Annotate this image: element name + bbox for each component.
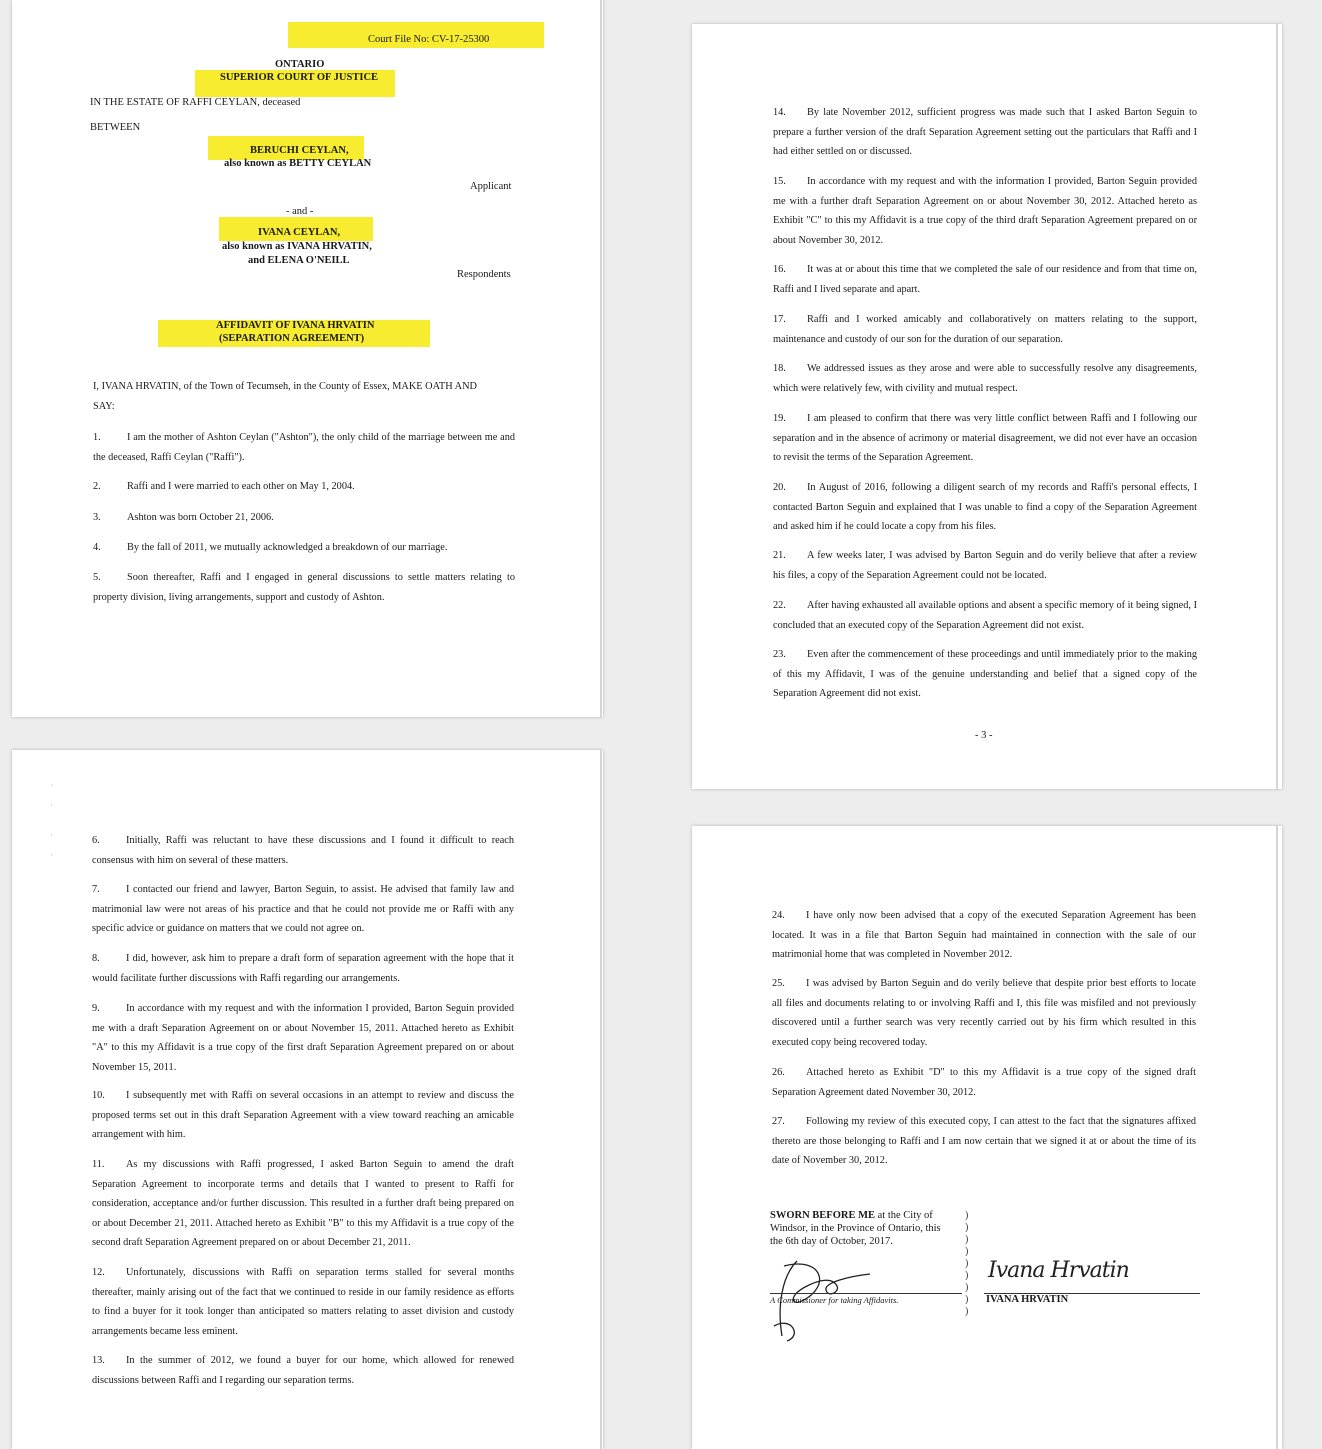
- paragraph-1: 1. I am the mother of Ashton Ceylan ("Ashton"), the only child of the marriage between me and the deceased, Raffi Ceylan ("Raffi").: [93, 432, 515, 463]
- between-label: BETWEEN: [90, 122, 141, 133]
- respondent-name: IVANA CEYLAN,: [258, 227, 341, 238]
- paragraph-17: 17. Raffi and I worked amicably and collaboratively on matters relating to the support, maintenance and custody of our son for the duration of our separation.: [773, 314, 1197, 345]
- respondent-aka: also known as IVANA HRVATIN,: [222, 241, 372, 252]
- paragraph-27: 27. Following my review of this executed copy, I can attest to the fact that the signatures affixed thereto are those belonging to Raffi and I am now certain that we signed it at or about the time of its date of November 30, 2012.: [772, 1116, 1196, 1166]
- sworn-block: SWORN BEFORE ME at the City of Windsor, in the Province of Ontario, this the 6th day of October, 2017.: [770, 1210, 941, 1247]
- bracket-column: ) ) ) ) ) ) ) ) ): [965, 1210, 969, 1317]
- oath-line-2: SAY:: [93, 400, 115, 412]
- commissioner-label: A Commissioner for taking Affidavits.: [770, 1295, 899, 1305]
- paragraph-19: 19. I am pleased to confirm that there was very little conflict between Raffi and I following our separation and in the absence of acrimony or material disagreement, we did not ever have an occasion to revisit the terms of the Separation Agreement.: [773, 413, 1197, 463]
- paragraph-7: 7. I contacted our friend and lawyer, Barton Seguin, to assist. He advised that family law and matrimonial law were not areas of his practice and that he could not provide me or Raffi with any specific advice or guidance on matters that we could not agree on.: [92, 884, 514, 934]
- court-name: SUPERIOR COURT OF JUSTICE: [220, 72, 379, 83]
- estate-line: IN THE ESTATE OF RAFFI CEYLAN, deceased: [90, 97, 301, 108]
- signer-name: IVANA HRVATIN: [986, 1294, 1069, 1305]
- oath-statement: [93, 377, 515, 416]
- paragraph-12: 12. Unfortunately, discussions with Raffi on separation terms stalled for several months thereafter, mainly arising out of the fact that we continued to reside in our family residence as efforts to find a buyer for it took longer than anticipated so matters relating to asset division and custody arrangements became less eminent.: [92, 1267, 514, 1337]
- paragraph-8: 8. I did, however, ask him to prepare a draft form of separation agreement with the hope that it would facilitate further discussions with Raffi regarding our arrangements.: [92, 953, 514, 984]
- paragraph-2: 2. Raffi and I were married to each other on May 1, 2004.: [93, 481, 355, 492]
- affidavit-title: AFFIDAVIT OF IVANA HRVATIN: [216, 320, 375, 331]
- paragraph-15: 15. In accordance with my request and with the information I provided, Barton Seguin provided me with a further draft Separation Agreement on or about November 30, 2012. Attached hereto as Exhibit "C" to this my Affidavit is a true copy of the third draft Separation Agreement prepared on or about November 30, 2012.: [773, 176, 1197, 246]
- paragraph-3: 3. Ashton was born October 21, 2006.: [93, 512, 274, 523]
- paragraph-16: 16. It was at or about this time that we completed the sale of our residence and from that time on, Raffi and I lived separate and apart.: [773, 264, 1197, 295]
- paragraph-11: 11. As my discussions with Raffi progressed, I asked Barton Seguin to amend the draft Separation Agreement to incorporate terms and details that I wanted to present to Raffi for consideration, acceptance and/or further discussion. This resulted in a further draft being prepared on or about December 21, 2011. Attached hereto as Exhibit "B" to this my Affidavit is a true copy of the second draft Separation Agreement prepared on or about December 21, 2011.: [92, 1159, 514, 1248]
- paragraph-21: 21. A few weeks later, I was advised by Barton Seguin and do verily believe that after a review his files, a copy of the Separation Agreement could not be located.: [773, 550, 1197, 581]
- page-1: [12, 0, 603, 717]
- affidavit-subtitle: (SEPARATION AGREEMENT): [219, 333, 365, 344]
- sworn-heading: SWORN BEFORE ME: [770, 1210, 876, 1221]
- commissioner-line: [770, 1293, 962, 1294]
- paragraph-9: 9. In accordance with my request and with the information I provided, Barton Seguin provided me with a draft Separation Agreement on or about November 15, 2011. Attached hereto as Exhibit "A" to this my Affidavit is a true copy of the first draft Separation Agreement prepared on or about November 15, 2011.: [92, 1003, 514, 1073]
- applicant-aka: also known as BETTY CEYLAN: [224, 158, 372, 169]
- paragraph-24: 24. I have only now been advised that a copy of the executed Separation Agreement has been located. It was in a file that Barton Seguin had maintained in connection with the sale of our matrimonial home that was completed in November 2012.: [772, 910, 1196, 960]
- page-number: - 3 -: [975, 730, 993, 741]
- applicant-name: BERUCHI CEYLAN,: [250, 145, 349, 156]
- page-3: [692, 24, 1282, 789]
- oath-line-1: I, IVANA HRVATIN, of the Town of Tecumseh, in the County of Essex, MAKE OATH AND: [93, 381, 477, 392]
- paragraph-25: 25. I was advised by Barton Seguin and do verily believe that despite prior best efforts to locate all files and documents relating to or involving Raffi and I, this file was misfiled and not previously discovered until a further search was very recently carried out by his firm which resulted in this executed copy being recovered today.: [772, 978, 1196, 1048]
- applicant-role: Applicant: [470, 181, 512, 192]
- court-file-number: Court File No: CV-17-25300: [368, 34, 490, 45]
- and-separator: - and -: [286, 206, 314, 217]
- paragraph-23: 23. Even after the commencement of these proceedings and until immediately prior to the making of this my Affidavit, I was of the genuine understanding and belief that a signed copy of the Separation Agreement did not exist.: [773, 649, 1197, 699]
- page-4: [692, 826, 1282, 1449]
- paragraph-6: 6. Initially, Raffi was reluctant to have these discussions and I found it difficult to reach consensus with him on several of these matters.: [92, 835, 514, 866]
- jurisdiction: ONTARIO: [275, 59, 325, 70]
- paragraph-20: 20. In August of 2016, following a diligent search of my records and Raffi's personal effects, I contacted Barton Seguin and explained that I was unable to find a copy of the Separation Agreement and asked him if he could locate a copy from his files.: [773, 482, 1197, 532]
- paragraph-10: 10. I subsequently met with Raffi on several occasions in an attempt to review and discuss the proposed terms set out in this draft Separation Agreement with a view toward reaching an amicable arrangement with him.: [92, 1090, 514, 1140]
- paragraph-5: 5. Soon thereafter, Raffi and I engaged in general discussions to settle matters relating to property division, living arrangements, support and custody of Ashton.: [93, 572, 515, 603]
- paragraph-4: 4. By the fall of 2011, we mutually acknowledged a breakdown of our marriage.: [93, 542, 448, 553]
- paragraph-18: 18. We addressed issues as they arose and were able to successfully resolve any disagreements, which were relatively few, with civility and mutual respect.: [773, 363, 1197, 394]
- paragraph-26: 26. Attached hereto as Exhibit "D" to this my Affidavit is a true copy of the signed draft Separation Agreement dated November 30, 2012.: [772, 1067, 1196, 1098]
- page-2: [12, 750, 603, 1449]
- paragraph-14: 14. By late November 2012, sufficient progress was made such that I asked Barton Seguin to prepare a further version of the draft Separation Agreement setting out the particulars that Raffi and I had either settled on or discussed.: [773, 107, 1197, 157]
- respondent-role: Respondents: [457, 269, 511, 280]
- respondent-other: and ELENA O'NEILL: [248, 255, 350, 266]
- paragraph-13: 13. In the summer of 2012, we found a buyer for our home, which allowed for renewed discussions between Raffi and I regarding our separation terms.: [92, 1355, 514, 1386]
- paragraph-22: 22. After having exhausted all available options and absent a specific memory of it being signed, I concluded that an executed copy of the Separation Agreement did not exist.: [773, 600, 1197, 631]
- margin-marks: · · · ·: [50, 780, 53, 860]
- deponent-signature: Ivana Hrvatin: [988, 1258, 1129, 1283]
